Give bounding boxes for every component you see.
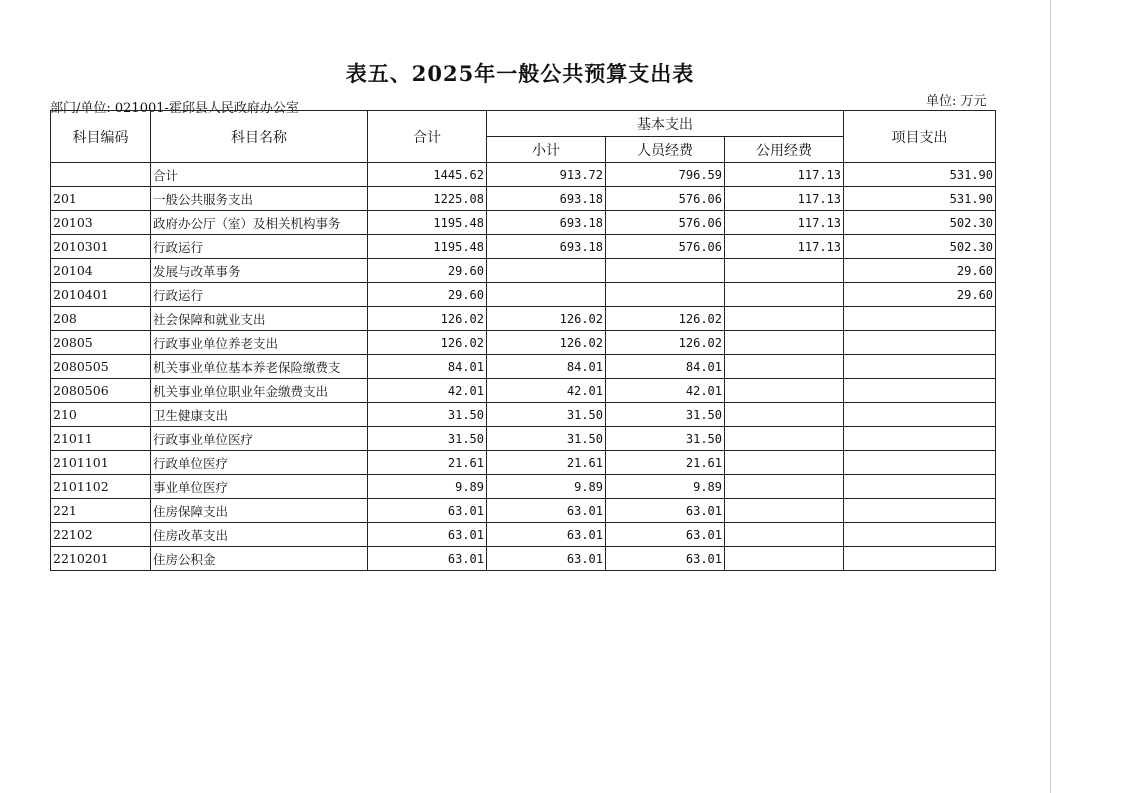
cell-name: 一般公共服务支出	[151, 187, 368, 211]
page-edge-line	[1050, 0, 1051, 793]
cell-code: 2010401	[51, 283, 151, 307]
cell-name: 事业单位医疗	[151, 475, 368, 499]
cell-subtotal: 63.01	[487, 547, 606, 571]
cell-project	[844, 475, 996, 499]
cell-subtotal: 126.02	[487, 307, 606, 331]
cell-subtotal: 63.01	[487, 523, 606, 547]
cell-public	[725, 331, 844, 355]
cell-subtotal: 9.89	[487, 475, 606, 499]
cell-public: 117.13	[725, 211, 844, 235]
cell-name: 政府办公厅（室）及相关机构事务	[151, 211, 368, 235]
header-personnel: 人员经费	[606, 137, 725, 163]
cell-name: 机关事业单位职业年金缴费支出	[151, 379, 368, 403]
cell-code: 2101102	[51, 475, 151, 499]
cell-code: 20805	[51, 331, 151, 355]
cell-personnel: 126.02	[606, 331, 725, 355]
cell-project: 531.90	[844, 163, 996, 187]
cell-project	[844, 451, 996, 475]
cell-code: 2010301	[51, 235, 151, 259]
header-public: 公用经费	[725, 137, 844, 163]
cell-public	[725, 259, 844, 283]
table-row	[51, 499, 996, 523]
cell-project	[844, 331, 996, 355]
cell-subtotal: 84.01	[487, 355, 606, 379]
cell-personnel	[606, 283, 725, 307]
cell-name: 行政事业单位养老支出	[151, 331, 368, 355]
cell-total: 31.50	[368, 403, 487, 427]
table-row	[51, 331, 996, 355]
cell-total: 63.01	[368, 499, 487, 523]
cell-name: 住房保障支出	[151, 499, 368, 523]
cell-personnel: 31.50	[606, 403, 725, 427]
cell-total: 126.02	[368, 331, 487, 355]
cell-public	[725, 427, 844, 451]
cell-personnel: 63.01	[606, 523, 725, 547]
cell-public	[725, 499, 844, 523]
cell-project: 29.60	[844, 283, 996, 307]
cell-project	[844, 547, 996, 571]
cell-public	[725, 355, 844, 379]
cell-project	[844, 355, 996, 379]
cell-name: 社会保障和就业支出	[151, 307, 368, 331]
cell-subtotal: 42.01	[487, 379, 606, 403]
cell-name: 卫生健康支出	[151, 403, 368, 427]
cell-name: 行政运行	[151, 235, 368, 259]
cell-code: 20103	[51, 211, 151, 235]
cell-personnel: 796.59	[606, 163, 725, 187]
budget-table	[50, 110, 996, 571]
unit-label: 单位: 万元	[926, 94, 987, 109]
cell-total: 63.01	[368, 523, 487, 547]
cell-total: 42.01	[368, 379, 487, 403]
cell-total: 31.50	[368, 427, 487, 451]
table-row	[51, 187, 996, 211]
cell-name: 发展与改革事务	[151, 259, 368, 283]
cell-personnel: 576.06	[606, 235, 725, 259]
cell-total: 1195.48	[368, 235, 487, 259]
cell-code: 2080505	[51, 355, 151, 379]
cell-total: 84.01	[368, 355, 487, 379]
header-total: 合计	[368, 111, 487, 163]
table-row	[51, 523, 996, 547]
cell-code: 2080506	[51, 379, 151, 403]
cell-project	[844, 307, 996, 331]
cell-personnel: 63.01	[606, 547, 725, 571]
cell-code: 2101101	[51, 451, 151, 475]
header-project: 项目支出	[844, 111, 996, 163]
cell-public	[725, 547, 844, 571]
cell-personnel: 576.06	[606, 211, 725, 235]
cell-subtotal: 31.50	[487, 427, 606, 451]
cell-personnel: 126.02	[606, 307, 725, 331]
header-code: 科目编码	[51, 111, 151, 163]
cell-subtotal: 913.72	[487, 163, 606, 187]
cell-personnel: 21.61	[606, 451, 725, 475]
table-row	[51, 355, 996, 379]
cell-public	[725, 283, 844, 307]
table-row	[51, 283, 996, 307]
cell-public	[725, 403, 844, 427]
department-label: 部门/单位: 021001-霍邱县人民政府办公室	[50, 101, 299, 116]
cell-personnel: 63.01	[606, 499, 725, 523]
cell-total: 1445.62	[368, 163, 487, 187]
cell-personnel: 576.06	[606, 187, 725, 211]
cell-name: 住房公积金	[151, 547, 368, 571]
cell-name: 行政事业单位医疗	[151, 427, 368, 451]
cell-code: 22102	[51, 523, 151, 547]
cell-name: 行政单位医疗	[151, 451, 368, 475]
cell-subtotal: 126.02	[487, 331, 606, 355]
cell-code: 20104	[51, 259, 151, 283]
cell-subtotal: 693.18	[487, 235, 606, 259]
cell-code: 208	[51, 307, 151, 331]
cell-personnel: 31.50	[606, 427, 725, 451]
cell-subtotal: 693.18	[487, 211, 606, 235]
cell-public	[725, 475, 844, 499]
cell-public	[725, 451, 844, 475]
cell-total: 21.61	[368, 451, 487, 475]
cell-project: 502.30	[844, 235, 996, 259]
table-row	[51, 427, 996, 451]
cell-personnel: 84.01	[606, 355, 725, 379]
cell-project	[844, 427, 996, 451]
cell-total: 63.01	[368, 547, 487, 571]
cell-personnel: 42.01	[606, 379, 725, 403]
cell-code	[51, 163, 151, 187]
cell-project	[844, 523, 996, 547]
cell-project	[844, 499, 996, 523]
cell-name: 机关事业单位基本养老保险缴费支	[151, 355, 368, 379]
cell-project	[844, 403, 996, 427]
cell-personnel: 9.89	[606, 475, 725, 499]
cell-code: 210	[51, 403, 151, 427]
cell-subtotal: 21.61	[487, 451, 606, 475]
table-row	[51, 211, 996, 235]
table-row	[51, 307, 996, 331]
cell-total: 126.02	[368, 307, 487, 331]
cell-project: 29.60	[844, 259, 996, 283]
cell-subtotal: 693.18	[487, 187, 606, 211]
cell-public	[725, 307, 844, 331]
cell-subtotal: 63.01	[487, 499, 606, 523]
cell-project	[844, 379, 996, 403]
cell-public: 117.13	[725, 163, 844, 187]
cell-code: 201	[51, 187, 151, 211]
cell-total: 1225.08	[368, 187, 487, 211]
table-row	[51, 259, 996, 283]
cell-public	[725, 523, 844, 547]
cell-code: 221	[51, 499, 151, 523]
table-row	[51, 451, 996, 475]
cell-project: 531.90	[844, 187, 996, 211]
table-row	[51, 403, 996, 427]
table-row	[51, 163, 996, 187]
cell-public: 117.13	[725, 187, 844, 211]
cell-total: 29.60	[368, 259, 487, 283]
header-subtotal: 小计	[487, 137, 606, 163]
cell-public: 117.13	[725, 235, 844, 259]
cell-total: 1195.48	[368, 211, 487, 235]
table-row	[51, 475, 996, 499]
cell-name: 行政运行	[151, 283, 368, 307]
cell-public	[725, 379, 844, 403]
header-name: 科目名称	[151, 111, 368, 163]
table-row	[51, 379, 996, 403]
table-row	[51, 235, 996, 259]
cell-name: 住房改革支出	[151, 523, 368, 547]
cell-code: 2210201	[51, 547, 151, 571]
cell-code: 21011	[51, 427, 151, 451]
table-row	[51, 547, 996, 571]
cell-name: 合计	[151, 163, 368, 187]
cell-personnel	[606, 259, 725, 283]
cell-subtotal: 31.50	[487, 403, 606, 427]
cell-subtotal	[487, 283, 606, 307]
cell-project: 502.30	[844, 211, 996, 235]
header-basic: 基本支出	[487, 111, 844, 137]
page-title: 表五、2025年一般公共预算支出表	[345, 61, 695, 86]
cell-subtotal	[487, 259, 606, 283]
cell-total: 9.89	[368, 475, 487, 499]
cell-total: 29.60	[368, 283, 487, 307]
